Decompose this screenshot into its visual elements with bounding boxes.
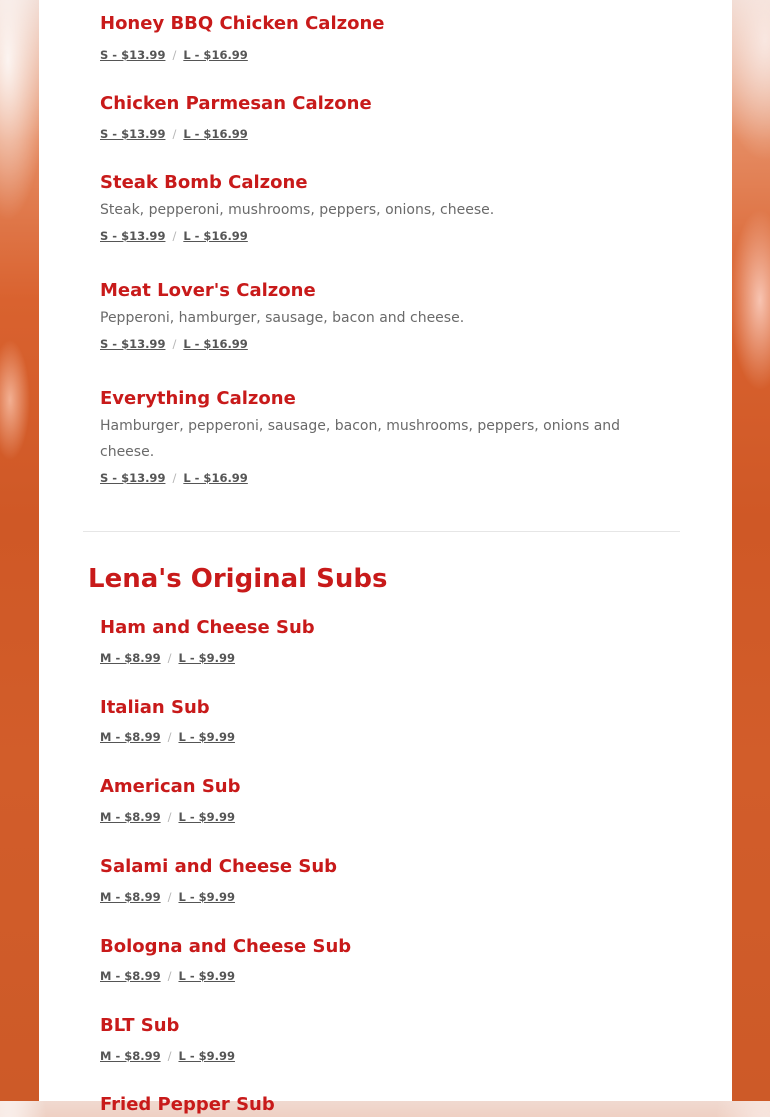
- menu-item: [100, 92, 670, 143]
- price-option-medium[interactable]: M - $8.99: [100, 651, 161, 665]
- price-option-large[interactable]: L - $16.99: [183, 48, 248, 62]
- item-description: Steak, pepperoni, mushrooms, peppers, onions, cheese.: [100, 202, 495, 218]
- menu-item: [100, 696, 670, 746]
- section-title: Lena's Original Subs: [88, 564, 388, 594]
- menu-item: [100, 616, 670, 667]
- menu-item: [100, 1014, 670, 1065]
- item-name: Meat Lover's Calzone: [100, 280, 316, 301]
- price-options: [100, 227, 670, 245]
- item-name: Ham and Cheese Sub: [100, 617, 315, 638]
- price-option-small[interactable]: S - $13.99: [100, 337, 166, 351]
- price-option-large[interactable]: L - $16.99: [183, 471, 248, 485]
- price-option-large[interactable]: L - $9.99: [178, 651, 235, 665]
- menu-item: [100, 171, 670, 245]
- price-option-small[interactable]: S - $13.99: [100, 471, 166, 485]
- price-option-medium[interactable]: M - $8.99: [100, 730, 161, 744]
- price-separator: /: [167, 890, 172, 904]
- price-option-large[interactable]: L - $9.99: [178, 730, 235, 744]
- section-divider: [83, 531, 680, 532]
- price-option-small[interactable]: S - $13.99: [100, 127, 166, 141]
- price-options: [100, 967, 670, 985]
- menu-item: [100, 387, 670, 487]
- price-options: [100, 46, 670, 64]
- item-name: Everything Calzone: [100, 388, 296, 409]
- price-option-medium[interactable]: M - $8.99: [100, 890, 161, 904]
- price-options: [100, 335, 670, 353]
- price-option-small[interactable]: S - $13.99: [100, 48, 166, 62]
- menu-item: [100, 1093, 670, 1117]
- menu-item: [100, 775, 670, 826]
- price-options: [100, 469, 670, 487]
- price-option-large[interactable]: L - $9.99: [178, 969, 235, 983]
- price-options: [100, 125, 670, 143]
- item-name: American Sub: [100, 776, 241, 797]
- price-separator: /: [167, 969, 172, 983]
- menu-item: [100, 279, 670, 353]
- price-option-medium[interactable]: M - $8.99: [100, 969, 161, 983]
- item-name: Bologna and Cheese Sub: [100, 936, 352, 957]
- price-options: [100, 728, 670, 746]
- item-name: Fried Pepper Sub: [100, 1094, 275, 1115]
- price-separator: /: [172, 337, 177, 351]
- price-option-large[interactable]: L - $9.99: [178, 810, 235, 824]
- price-separator: /: [167, 1049, 172, 1063]
- price-option-large[interactable]: L - $16.99: [183, 127, 248, 141]
- price-options: [100, 888, 670, 906]
- price-separator: /: [172, 229, 177, 243]
- item-name: Italian Sub: [100, 697, 210, 718]
- price-separator: /: [167, 651, 172, 665]
- menu-item: [100, 12, 670, 64]
- price-separator: /: [167, 730, 172, 744]
- menu-panel: [39, 0, 732, 1115]
- price-option-large[interactable]: L - $16.99: [183, 337, 248, 351]
- item-name: Chicken Parmesan Calzone: [100, 93, 372, 114]
- price-option-large[interactable]: L - $16.99: [183, 229, 248, 243]
- menu-item: [100, 855, 670, 906]
- item-name: Steak Bomb Calzone: [100, 172, 308, 193]
- item-description: Hamburger, pepperoni, sausage, bacon, mushrooms, peppers, onions and cheese.: [100, 418, 621, 460]
- item-name: Salami and Cheese Sub: [100, 856, 338, 877]
- menu-item: [100, 935, 670, 985]
- price-separator: /: [172, 48, 177, 62]
- price-option-large[interactable]: L - $9.99: [178, 1049, 235, 1063]
- price-options: [100, 1047, 670, 1065]
- item-description: Pepperoni, hamburger, sausage, bacon and cheese.: [100, 310, 465, 326]
- price-option-medium[interactable]: M - $8.99: [100, 1049, 161, 1063]
- price-option-large[interactable]: L - $9.99: [178, 890, 235, 904]
- price-option-small[interactable]: S - $13.99: [100, 229, 166, 243]
- price-options: [100, 649, 670, 667]
- item-name: BLT Sub: [100, 1015, 180, 1036]
- price-option-medium[interactable]: M - $8.99: [100, 810, 161, 824]
- item-name: Honey BBQ Chicken Calzone: [100, 13, 385, 34]
- price-separator: /: [172, 471, 177, 485]
- price-options: [100, 808, 670, 826]
- price-separator: /: [172, 127, 177, 141]
- price-separator: /: [167, 810, 172, 824]
